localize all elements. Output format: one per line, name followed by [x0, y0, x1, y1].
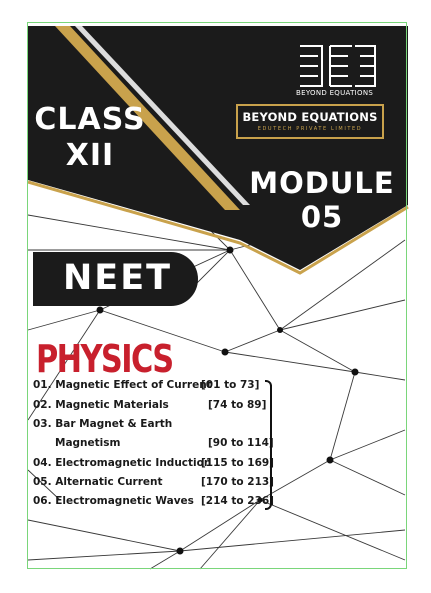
chapter-range: [115 to 169] — [201, 457, 274, 469]
chapter-range: [170 to 213] — [201, 476, 274, 488]
module-number: 05 — [300, 200, 344, 234]
subject-title: PHYSICS — [36, 337, 173, 381]
chapter-range: [01 to 73] — [201, 379, 260, 391]
chapter-title: 06. Electromagnetic Waves — [33, 495, 194, 507]
chapter-range: [90 to 114] — [208, 437, 274, 449]
class-number: XII — [65, 138, 115, 173]
chapter-range: [214 to 236] — [201, 495, 274, 507]
logo-caption: BEYOND EQUATIONS — [296, 89, 374, 97]
brand-badge — [236, 104, 384, 139]
chapter-title: 01. Magnetic Effect of Current — [33, 379, 212, 391]
exam-badge — [33, 252, 198, 306]
class-label: CLASS — [34, 102, 146, 137]
chapter-list-bracket — [265, 380, 272, 510]
chapter-title: 03. Bar Magnet & Earth — [33, 418, 173, 430]
brand-name: BEYOND EQUATIONS — [242, 110, 378, 124]
chapter-title: 04. Electromagnetic Induction — [33, 457, 212, 469]
chapter-title: 02. Magnetic Materials — [33, 399, 169, 411]
brand-subtitle: EDUTECH PRIVATE LIMITED — [257, 126, 363, 132]
chapter-title: Magnetism — [55, 437, 121, 449]
module-label: MODULE — [249, 166, 395, 200]
chapter-title: 05. Alternatic Current — [33, 476, 163, 488]
chapter-range: [74 to 89] — [208, 399, 267, 411]
exam-name: NEET — [63, 258, 172, 298]
